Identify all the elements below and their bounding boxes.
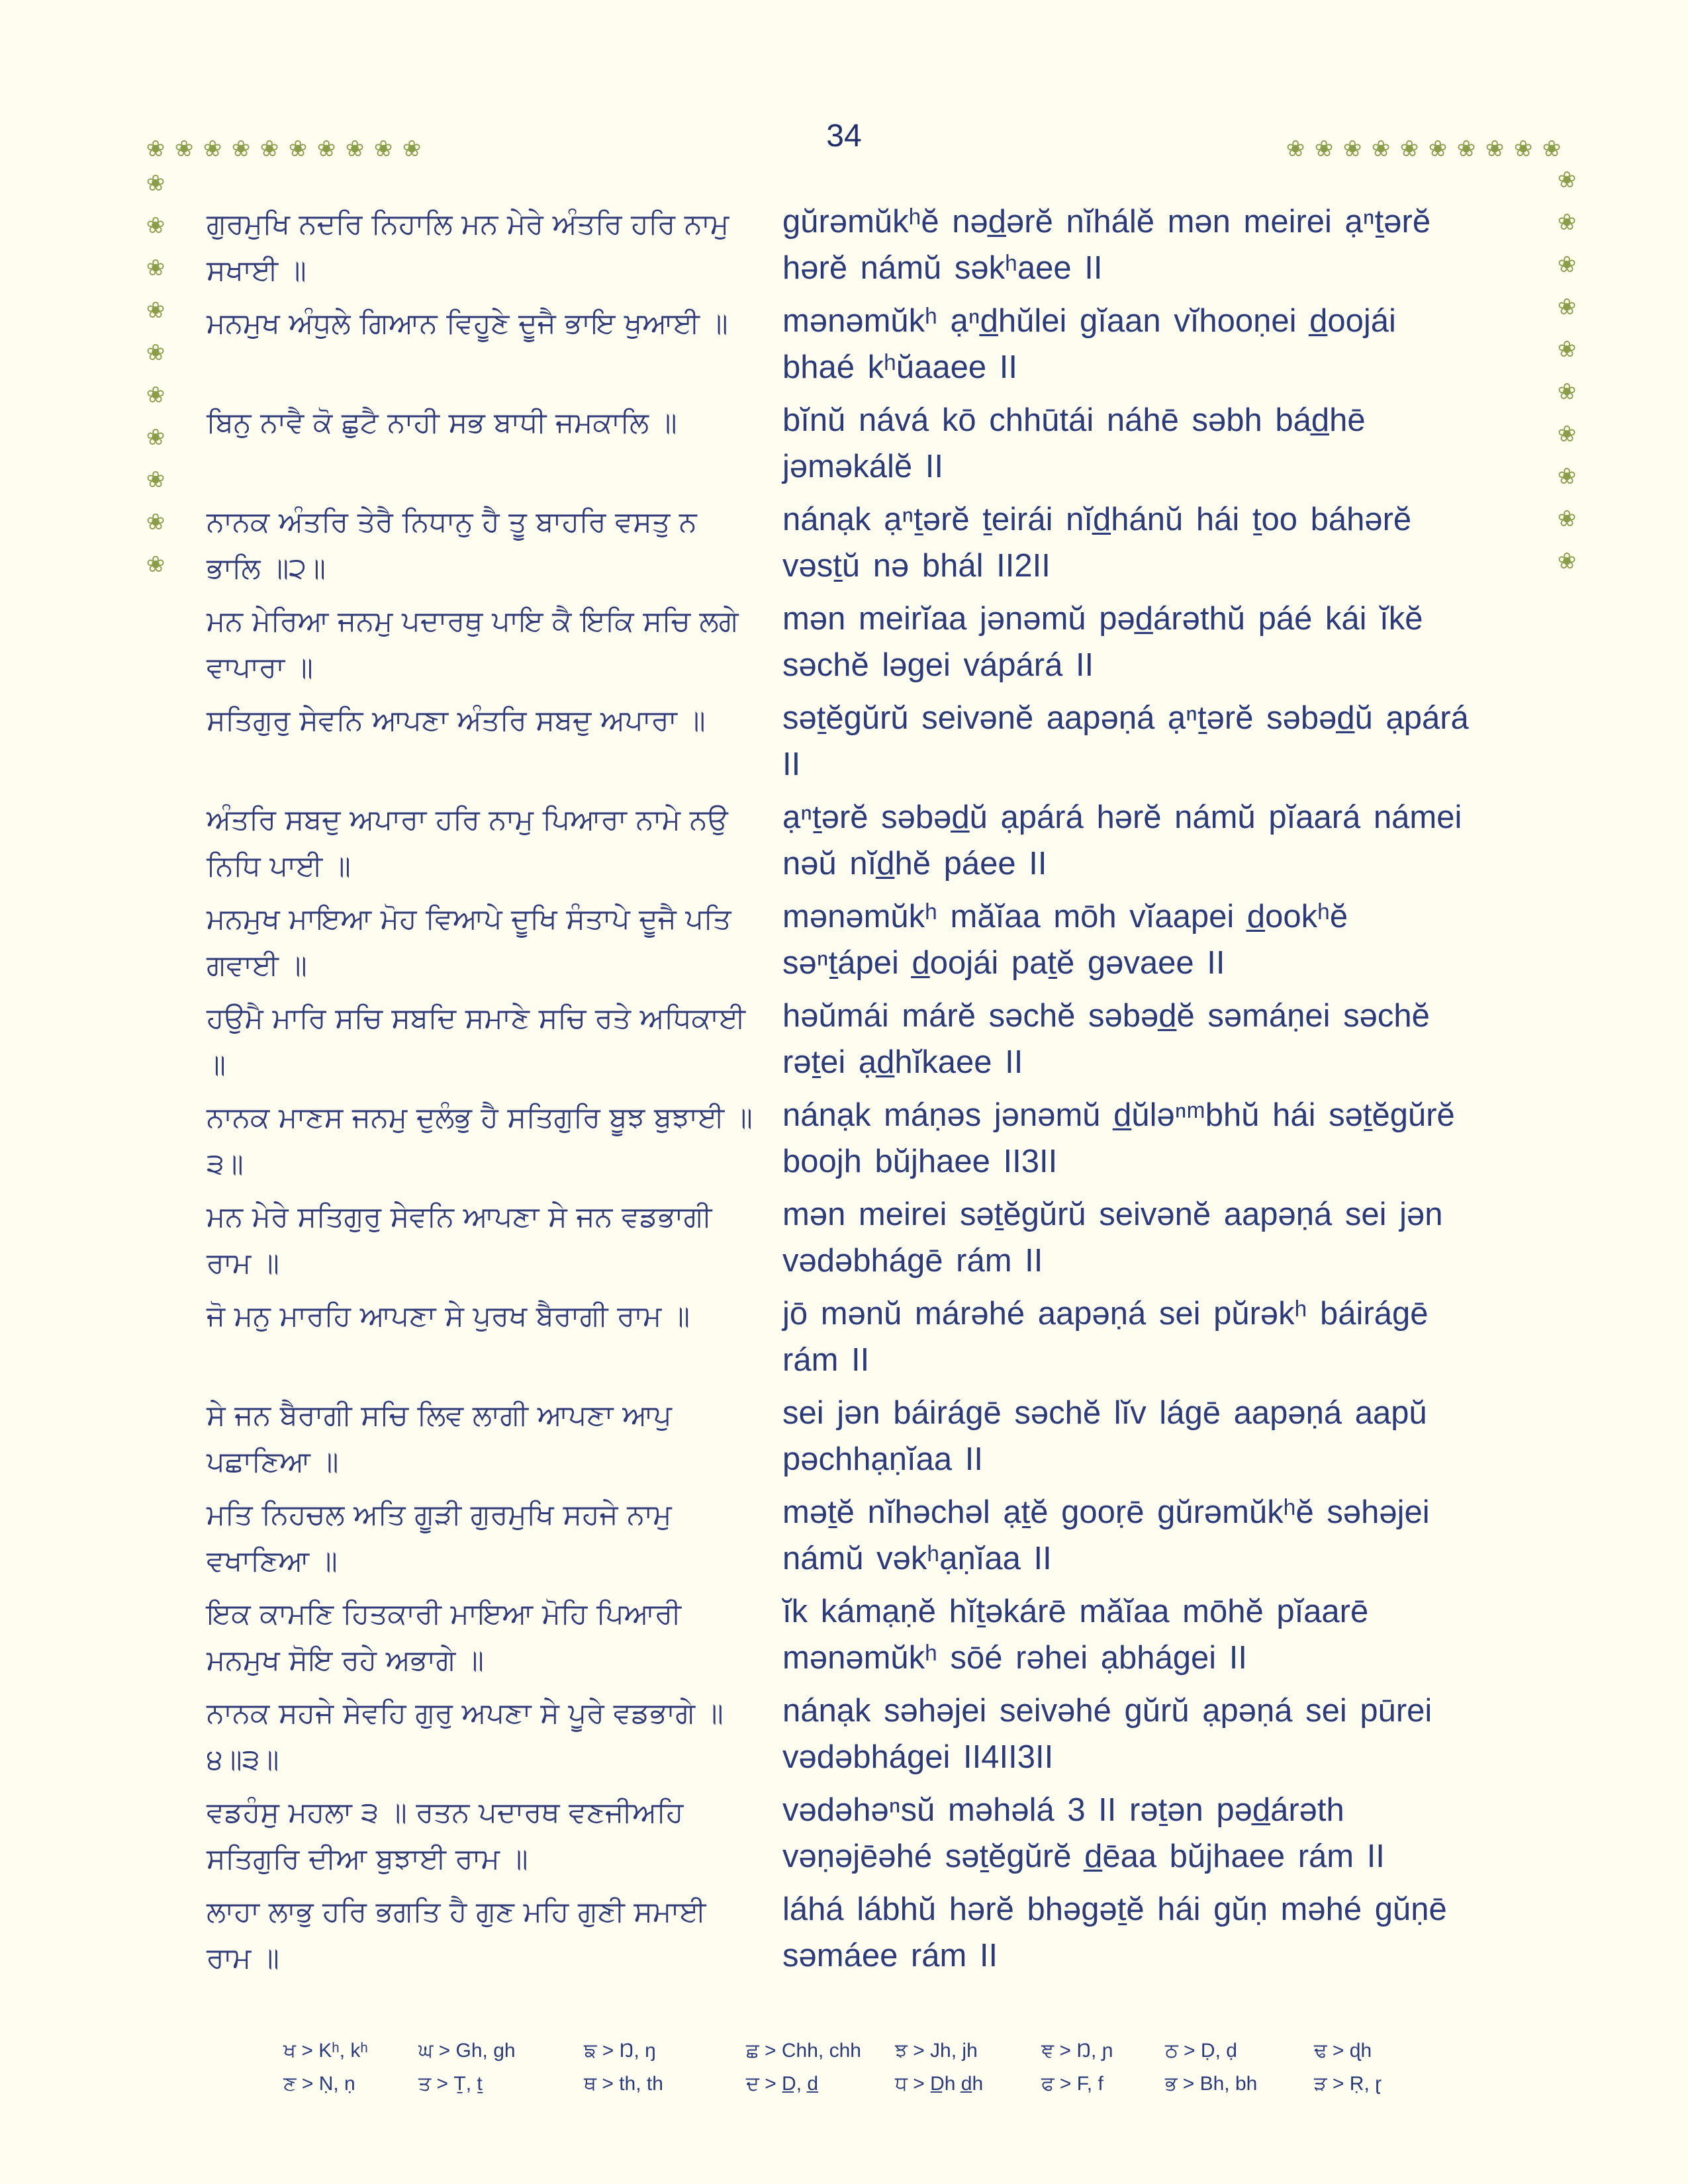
flower-ornament-icon: ❀ xyxy=(1456,136,1476,162)
flower-ornament-icon: ❀ xyxy=(259,136,279,162)
transliteration-line xyxy=(782,695,1524,788)
transliteration-text: rám II xyxy=(782,1342,870,1378)
flower-ornament-icon: ❀ xyxy=(1371,136,1391,162)
flower-ornament-icon: ❀ xyxy=(1399,136,1419,162)
gurmukhi-line: ਹਉਮੈ ਮਾਰਿ ਸਚਿ ਸਬਦਿ ਸਮਾਣੇ ਸਚਿ ਰਤੇ ਅਧਿਕਾਈ ॥ xyxy=(207,1002,746,1081)
gurmukhi-line: ਸਤਿਗੁਰੁ ਸੇਵਨਿ ਆਪਣਾ ਅੰਤਰਿ ਸਬਦੁ ਅਪਾਰਾ ॥ xyxy=(207,704,706,737)
legend-entry: ਙ > Ŋ, ŋ xyxy=(584,2040,656,2062)
transliteration-text: pəchhạṇĭaa II xyxy=(782,1441,983,1477)
flower-ornament-icon: ❀ xyxy=(146,212,165,239)
legend-entry: ਣ > Ṇ, ṇ xyxy=(283,2073,355,2095)
transliteration-line xyxy=(782,496,1524,589)
transliteration-line xyxy=(782,794,1524,887)
gurmukhi-line: ਗੁਰਮੁਖਿ ਨਦਰਿ ਨਿਹਾਲਿ ਮਨ ਮੇਰੇ ਅੰਤਰਿ ਹਰਿ ਨਾਮੁ ਸਖਾਈ ॥ xyxy=(207,208,729,287)
transliteration-line xyxy=(782,893,1524,986)
transliteration-text: məṯĕ nĭhəchəl ạṯĕ gooṛē gŭrəmŭkʰĕ səhəjei xyxy=(782,1494,1430,1530)
page-number: 34 xyxy=(826,118,862,154)
legend-entry: ਞ > Ŋ, ɲ xyxy=(1041,2040,1113,2062)
transliteration-line xyxy=(782,1092,1524,1185)
transliteration-text: rəṯei ạd̲hĭkaee II xyxy=(782,1044,1023,1080)
flower-ornament-icon: ❀ xyxy=(174,136,194,162)
transliteration-text: həŭmái márĕ səchĕ səbəd̲ĕ səmáṇei səchĕ xyxy=(782,998,1430,1034)
transliteration-line xyxy=(782,298,1524,390)
gurmukhi-line: ਮਨ ਮੇਰੇ ਸਤਿਗੁਰੁ ਸੇਵਨਿ ਆਪਣਾ ਸੇ ਜਨ ਵਡਭਾਗੀ ਰਾਮ ॥ xyxy=(207,1201,712,1280)
transliteration-text: səṯĕgŭrŭ seivənĕ aapəṇá ạⁿṯərĕ səbəd̲ŭ ạpárá xyxy=(782,700,1469,736)
transliteration-line xyxy=(782,199,1524,291)
transliteration-text: hərĕ námŭ səkʰaee II xyxy=(782,250,1103,286)
transliteration-text: vədəhəⁿsŭ məhəlá 3 II rəṯən pəd̲árəth xyxy=(782,1792,1344,1828)
gurmukhi-line: ਜੋ ਮਨੁ ਮਾਰਹਿ ਆਪਣਾ ਸੇ ਪੁਰਖ ਬੈਰਾਗੀ ਰਾਮ ॥ xyxy=(207,1300,690,1333)
flower-ornament-icon: ❀ xyxy=(402,136,422,162)
flower-ornament-icon: ❀ xyxy=(146,136,165,162)
legend-entry: ਦ > D̲, d̲ xyxy=(746,2073,819,2095)
transliteration-text: nánạk máṇəs jənəmŭ d̲ŭləⁿᵐbhŭ hái səṯĕgŭrĕ xyxy=(782,1097,1455,1133)
transliteration-text: jəməkálĕ II xyxy=(782,449,943,484)
flower-ornament-icon: ❀ xyxy=(1557,294,1577,320)
legend-entry: ਧ > D̲h d̲h xyxy=(895,2073,984,2095)
gurmukhi-line: ਇਕ ਕਾਮਣਿ ਹਿਤਕਾਰੀ ਮਾਇਆ ਮੋਹਿ ਪਿਆਰੀ ਮਨਮੁਖ ਸੋਇ ਰਹੇ ਅਭਾਗੇ ॥ xyxy=(207,1598,682,1677)
flower-ornament-icon: ❀ xyxy=(1428,136,1448,162)
legend-entry: ਫ > F, f xyxy=(1041,2073,1103,2095)
flower-ornament-icon: ❀ xyxy=(1557,421,1577,447)
flower-ornament-icon: ❀ xyxy=(288,136,308,162)
transliteration-text: námŭ vəkʰạṇĭaa II xyxy=(782,1541,1052,1576)
flower-ornament-icon: ❀ xyxy=(1557,463,1577,490)
transliteration-line xyxy=(782,1588,1524,1681)
gurmukhi-line: ਬਿਨੁ ਨਾਵੈ ਕੋ ਛੁਟੈ ਨਾਹੀ ਸਭ ਬਾਧੀ ਜਮਕਾਲਿ ॥ xyxy=(207,406,677,439)
transliteration-text: səmáee rám II xyxy=(782,1938,998,1974)
gurmukhi-line: ਵਡਹੰਸੁ ਮਹਲਾ ੩ ॥ ਰਤਨ ਪਦਾਰਥ ਵਣਜੀਅਹਿ ਸਤਿਗੁਰਿ ਦੀਆ ਬੁਝਾਈ ਰਾਮ ॥ xyxy=(207,1796,684,1876)
transliteration-text: vəṇəjēəhé səṯĕgŭrĕ d̲ēaa bŭjhaee rám II xyxy=(782,1839,1385,1874)
flower-ornament-icon: ❀ xyxy=(146,551,165,578)
transliteration-line xyxy=(782,1191,1524,1284)
transliteration-line xyxy=(782,397,1524,490)
transliteration-text: mənəmŭkʰ măĭaa mōh vĭaapei d̲ookʰĕ xyxy=(782,899,1348,934)
legend-entry: ਘ > Gh, gh xyxy=(418,2040,516,2062)
legend-entry: ਖ > Kʰ, kʰ xyxy=(283,2040,368,2062)
flower-ornament-icon: ❀ xyxy=(1557,506,1577,532)
flower-ornament-icon: ❀ xyxy=(373,136,393,162)
flower-ornament-icon: ❀ xyxy=(1557,379,1577,405)
transliteration-text: mən meirei səṯĕgŭrŭ seivənĕ aapəṇá sei jən xyxy=(782,1197,1443,1232)
transliteration-line xyxy=(782,1390,1524,1482)
flower-ornament-icon: ❀ xyxy=(1485,136,1505,162)
legend-entry: ਭ > Bh, bh xyxy=(1165,2073,1258,2095)
transliteration-text: ạⁿṯərĕ səbəd̲ŭ ạpárá hərĕ námŭ pĭaará námei xyxy=(782,799,1462,835)
transliteration-text: nánạk ạⁿṯərĕ ṯeirái nĭd̲hánŭ hái ṯoo báhərĕ xyxy=(782,502,1412,537)
flower-ornament-icon: ❀ xyxy=(1342,136,1362,162)
flower-ornament-icon: ❀ xyxy=(146,340,165,366)
flower-ornament-icon: ❀ xyxy=(146,424,165,451)
transliteration-line xyxy=(782,1886,1524,1979)
transliteration-line xyxy=(782,1489,1524,1582)
flower-ornament-icon: ❀ xyxy=(146,509,165,535)
transliteration-text: səchĕ ləgei vápárá II xyxy=(782,647,1094,683)
transliteration-text: vədəbhágei II4II3II xyxy=(782,1739,1054,1775)
flower-ornament-icon: ❀ xyxy=(1557,167,1577,193)
transliteration-line xyxy=(782,596,1524,688)
flower-ornament-icon: ❀ xyxy=(1513,136,1533,162)
flower-ornament-icon: ❀ xyxy=(1557,209,1577,236)
transliteration-text: sei jən báirágē səchĕ lĭv lágē aapəṇá aapŭ xyxy=(782,1395,1427,1431)
legend-entry: ੜ > Ṛ, ɽ xyxy=(1314,2073,1382,2095)
transliteration-text: vəsṯŭ nə bhál II2II xyxy=(782,548,1051,584)
flower-ornament-icon: ❀ xyxy=(1557,251,1577,278)
transliteration-line xyxy=(782,993,1524,1085)
flower-ornament-icon: ❀ xyxy=(146,467,165,493)
transliteration-text: mənəmŭkʰ ạⁿd̲hŭlei gĭaan vĭhooṇei d̲oojái xyxy=(782,303,1396,339)
transliteration-line xyxy=(782,1291,1524,1383)
flower-ornament-icon: ❀ xyxy=(1314,136,1334,162)
legend-entry: ਠ > Ḍ, ḍ xyxy=(1165,2040,1237,2062)
transliteration-text: ĭk kámạṇĕ hĭṯəkárē măĭaa mōhĕ pĭaarē xyxy=(782,1594,1369,1629)
flower-ornament-icon: ❀ xyxy=(146,382,165,408)
transliteration-text: mən meirĭaa jənəmŭ pəd̲árəthŭ páé kái ĭkĕ xyxy=(782,601,1423,637)
flower-ornament-icon: ❀ xyxy=(146,297,165,324)
legend-entry: ਛ > Chh, chh xyxy=(746,2040,861,2062)
legend-entry: ਥ > th, th xyxy=(584,2073,663,2095)
gurmukhi-line: ਮਨ ਮੇਰਿਆ ਜਨਮੁ ਪਦਾਰਥੁ ਪਾਇ ਕੈ ਇਕਿ ਸਚਿ ਲਗੇ ਵਾਪਾਰਾ ॥ xyxy=(207,605,739,684)
transliteration-text: nəŭ nĭd̲hĕ páee II xyxy=(782,846,1047,882)
flower-ornament-icon: ❀ xyxy=(203,136,222,162)
gurmukhi-line: ਸੇ ਜਨ ਬੈਰਾਗੀ ਸਚਿ ਲਿਵ ਲਾਗੀ ਆਪਣਾ ਆਪੁ ਪਛਾਣਿਆ ॥ xyxy=(207,1399,672,1479)
transliteration-text: vədəbhágē rám II xyxy=(782,1243,1043,1279)
gurmukhi-line: ਨਾਨਕ ਅੰਤਰਿ ਤੇਰੈ ਨਿਧਾਨੁ ਹੈ ਤੂ ਬਾਹਰਿ ਵਸਤੁ ਨ ਭਾਲਿ ॥੨॥ xyxy=(207,506,697,585)
flower-ornament-icon: ❀ xyxy=(1557,336,1577,363)
transliteration-text: nánạk səhəjei seivəhé gŭrŭ ạpəṇá sei pūrei xyxy=(782,1693,1432,1729)
flower-ornament-icon: ❀ xyxy=(146,255,165,281)
transliteration-text: bhaé kʰŭaaee II xyxy=(782,349,1017,385)
legend-entry: ਢ > ɖh xyxy=(1314,2040,1372,2062)
gurmukhi-line: ਮਨਮੁਖ ਅੰਧੁਲੇ ਗਿਆਨ ਵਿਹੂਣੇ ਦੂਜੈ ਭਾਇ ਖੁਆਈ ॥ xyxy=(207,307,728,340)
transliteration-text: səⁿṯápei d̲oojái paṯĕ gəvaee II xyxy=(782,945,1225,981)
flower-ornament-icon: ❀ xyxy=(1557,548,1577,574)
transliteration-text: boojh bŭjhaee II3II xyxy=(782,1144,1058,1179)
gurmukhi-line: ਮਨਮੁਖ ਮਾਇਆ ਮੋਹ ਵਿਆਪੇ ਦੂਖਿ ਸੰਤਾਪੇ ਦੂਜੈ ਪਤਿ ਗਵਾਈ ॥ xyxy=(207,903,731,982)
transliteration-line xyxy=(782,1688,1524,1780)
legend-entry: ਝ > Jh, jh xyxy=(895,2040,978,2062)
transliteration-text: jō mənŭ márəhé aapəṇá sei pŭrəkʰ báirágē xyxy=(782,1296,1429,1332)
flower-ornament-icon: ❀ xyxy=(316,136,336,162)
flower-ornament-icon: ❀ xyxy=(345,136,365,162)
transliteration-text: bĭnŭ nává kō chhūtái náhē səbh bád̲hē xyxy=(782,402,1366,438)
gurmukhi-line: ਨਾਨਕ ਸਹਜੇ ਸੇਵਹਿ ਗੁਰੁ ਅਪਣਾ ਸੇ ਪੂਰੇ ਵਡਭਾਗੇ ॥੪॥੩॥ xyxy=(207,1697,724,1776)
flower-ornament-icon: ❀ xyxy=(1286,136,1305,162)
gurmukhi-line: ਮਤਿ ਨਿਹਚਲ ਅਤਿ ਗੂੜੀ ਗੁਰਮੁਖਿ ਸਹਜੇ ਨਾਮੁ ਵਖਾਣਿਆ ॥ xyxy=(207,1498,672,1578)
transliteration-text: láhá lábhŭ hərĕ bhəgəṯĕ hái gŭṇ məhé gŭṇē xyxy=(782,1891,1447,1927)
gurmukhi-line: ਲਾਹਾ ਲਾਭੁ ਹਰਿ ਭਗਤਿ ਹੈ ਗੁਣ ਮਹਿ ਗੁਣੀ ਸਮਾਈ ਰਾਮ ॥ xyxy=(207,1895,706,1975)
transliteration-text: mənəmŭkʰ sōé rəhei ạbhágei II xyxy=(782,1640,1247,1676)
flower-ornament-icon: ❀ xyxy=(1542,136,1562,162)
transliteration-text: gŭrəmŭkʰĕ nəd̲ərĕ nĭhálĕ mən meirei ạⁿṯərĕ xyxy=(782,204,1431,240)
flower-ornament-icon: ❀ xyxy=(146,170,165,197)
transliteration-line xyxy=(782,1787,1524,1880)
flower-ornament-icon: ❀ xyxy=(231,136,251,162)
transliteration-text: II xyxy=(782,747,801,782)
gurmukhi-line: ਅੰਤਰਿ ਸਬਦੁ ਅਪਾਰਾ ਹਰਿ ਨਾਮੁ ਪਿਆਰਾ ਨਾਮੇ ਨਉ ਨਿਧਿ ਪਾਈ ॥ xyxy=(207,803,728,883)
legend-entry: ਤ > Ṯ, ṯ xyxy=(418,2073,483,2095)
gurmukhi-line: ਨਾਨਕ ਮਾਣਸ ਜਨਮੁ ਦੁਲੰਭੁ ਹੈ ਸਤਿਗੁਰਿ ਬੂਝ ਬੁਝਾਈ ॥੩॥ xyxy=(207,1101,753,1181)
